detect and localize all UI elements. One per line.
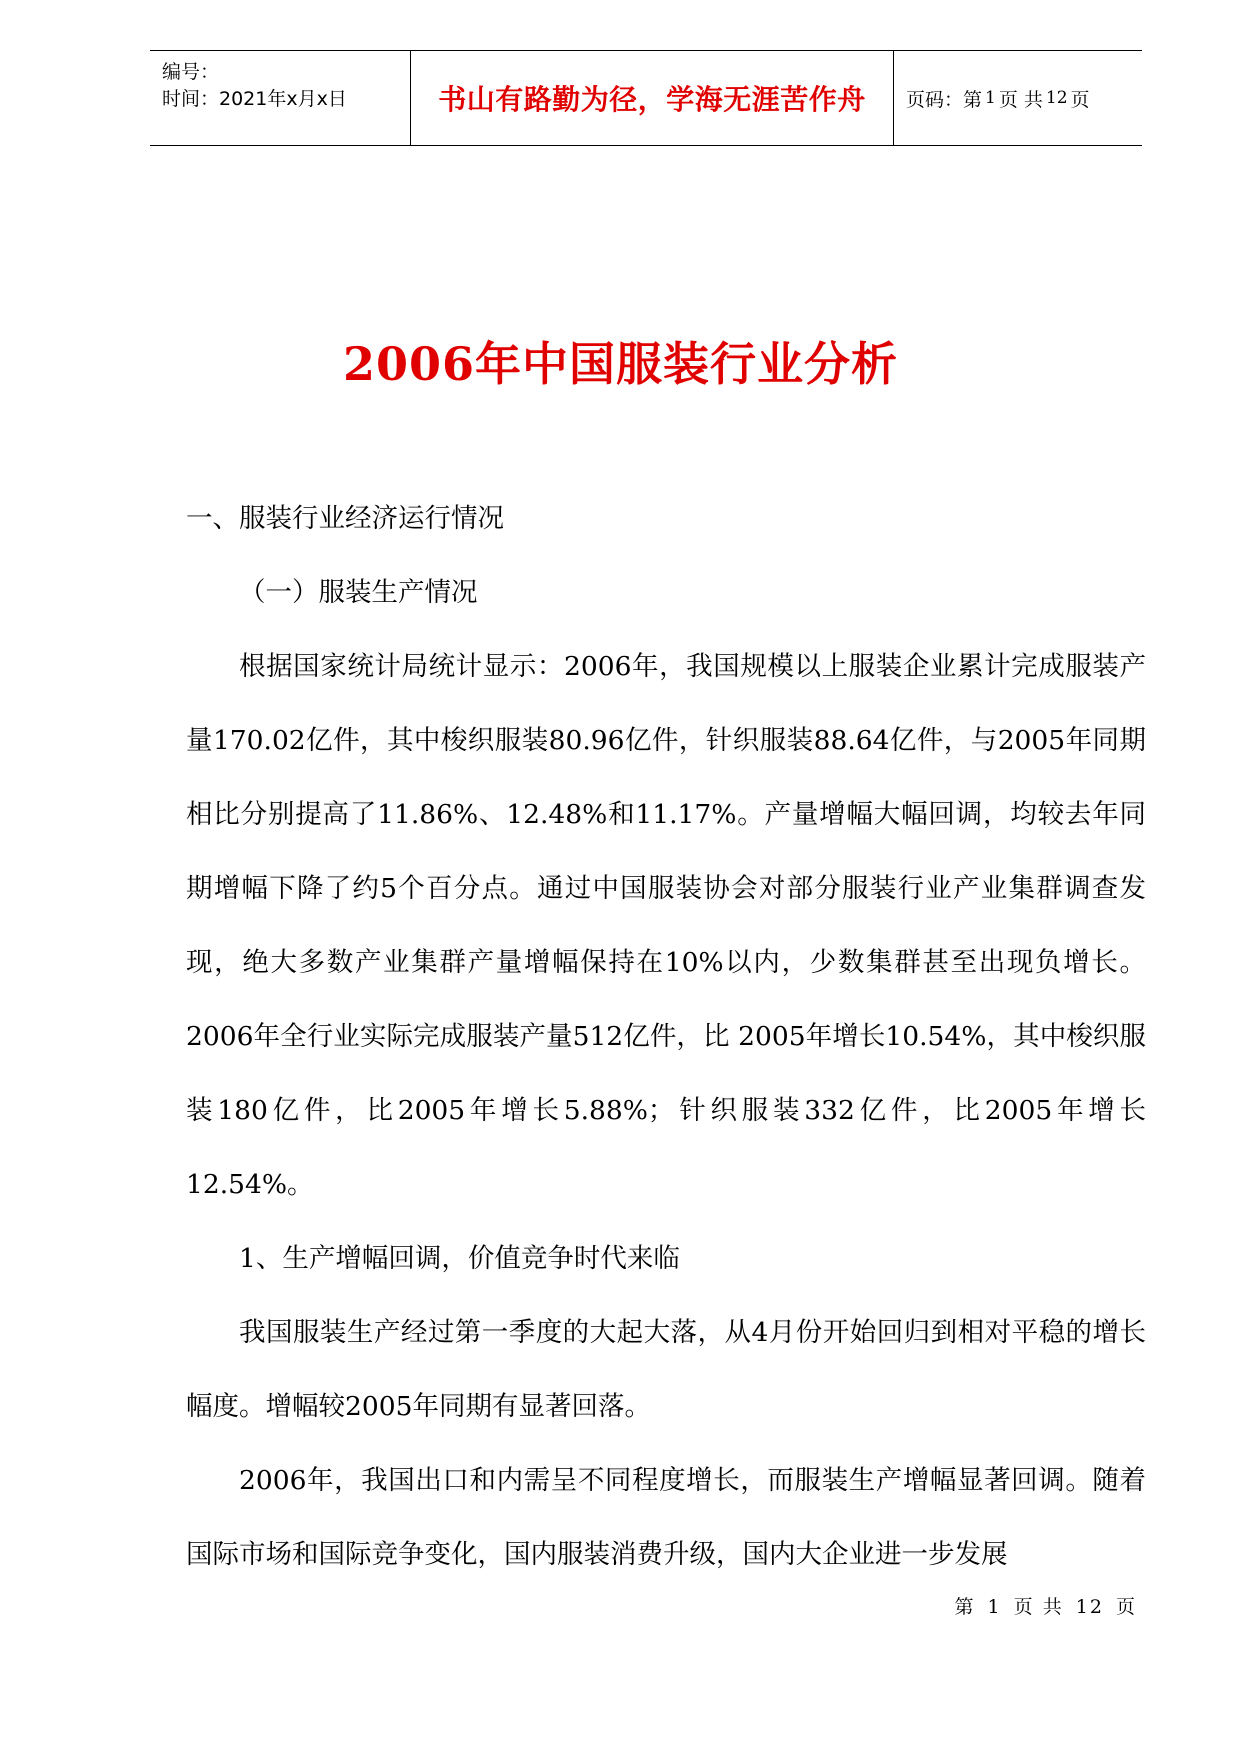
body-paragraph: 根据国家统计局统计显示：2006年，我国规模以上服装企业累计完成服装产量170.02亿件，其中梭织服装80.96亿件，针织服装88.64亿件，与2005年同期相比分别提高了11.86%、12.48%和11.17%。产量增幅大幅回调，均较去年同期增幅下降了约5个百分点。通过中国服装协会对部分服装行业产业集群调查发现，绝大多数产业集群产量增幅保持在10%以内，少数集群甚至出现负增长。2006年全行业实际完成服装产量512亿件，比 2005年增长10.54%，其中梭织服装180亿件，比2005年增长5.88%；针织服装332亿件，比2005年增长12.54%。	[186, 651, 1146, 1200]
document-body	[186, 482, 1146, 1592]
header-page-total: 12	[1045, 88, 1068, 108]
footer-suffix: 页	[1115, 1596, 1137, 1618]
point-heading: 1、生产增幅回调，价值竞争时代来临	[239, 1243, 680, 1274]
document-time-label: 时间：2021年x月x日	[162, 88, 347, 110]
header-page-prefix: 页码：第	[906, 88, 983, 111]
footer-page-total: 12	[1075, 1596, 1104, 1618]
page-footer	[954, 1592, 1137, 1619]
header-page-current: 1	[985, 88, 996, 108]
header-page-mid: 页 共	[998, 88, 1043, 111]
document-code-label: 编号：	[162, 61, 220, 83]
header-page-suffix: 页	[1070, 88, 1090, 111]
header-meta-cell	[150, 51, 410, 145]
document-title: 2006年中国服装行业分析	[342, 337, 899, 391]
subsection-heading: （一）服装生产情况	[239, 577, 478, 608]
body-paragraph: 我国服装生产经过第一季度的大起大落，从4月份开始回归到相对平稳的增长幅度。增幅较2005年同期有显著回落。	[186, 1317, 1146, 1422]
header-motto-cell	[410, 51, 894, 145]
section-heading: 一、服装行业经济运行情况	[186, 503, 504, 534]
body-paragraph: 2006年，我国出口和内需呈不同程度增长，而服装生产增幅显著回调。随着国际市场和国际竞争变化，国内服装消费升级，国内大企业进一步发展	[186, 1465, 1146, 1570]
footer-page-current: 1	[987, 1596, 1002, 1618]
footer-mid: 页 共	[1013, 1596, 1064, 1618]
page-header	[150, 50, 1142, 146]
header-page-cell	[894, 51, 1142, 145]
header-motto: 书山有路勤为径，学海无涯苦作舟	[438, 83, 866, 116]
footer-prefix: 第	[954, 1596, 976, 1618]
